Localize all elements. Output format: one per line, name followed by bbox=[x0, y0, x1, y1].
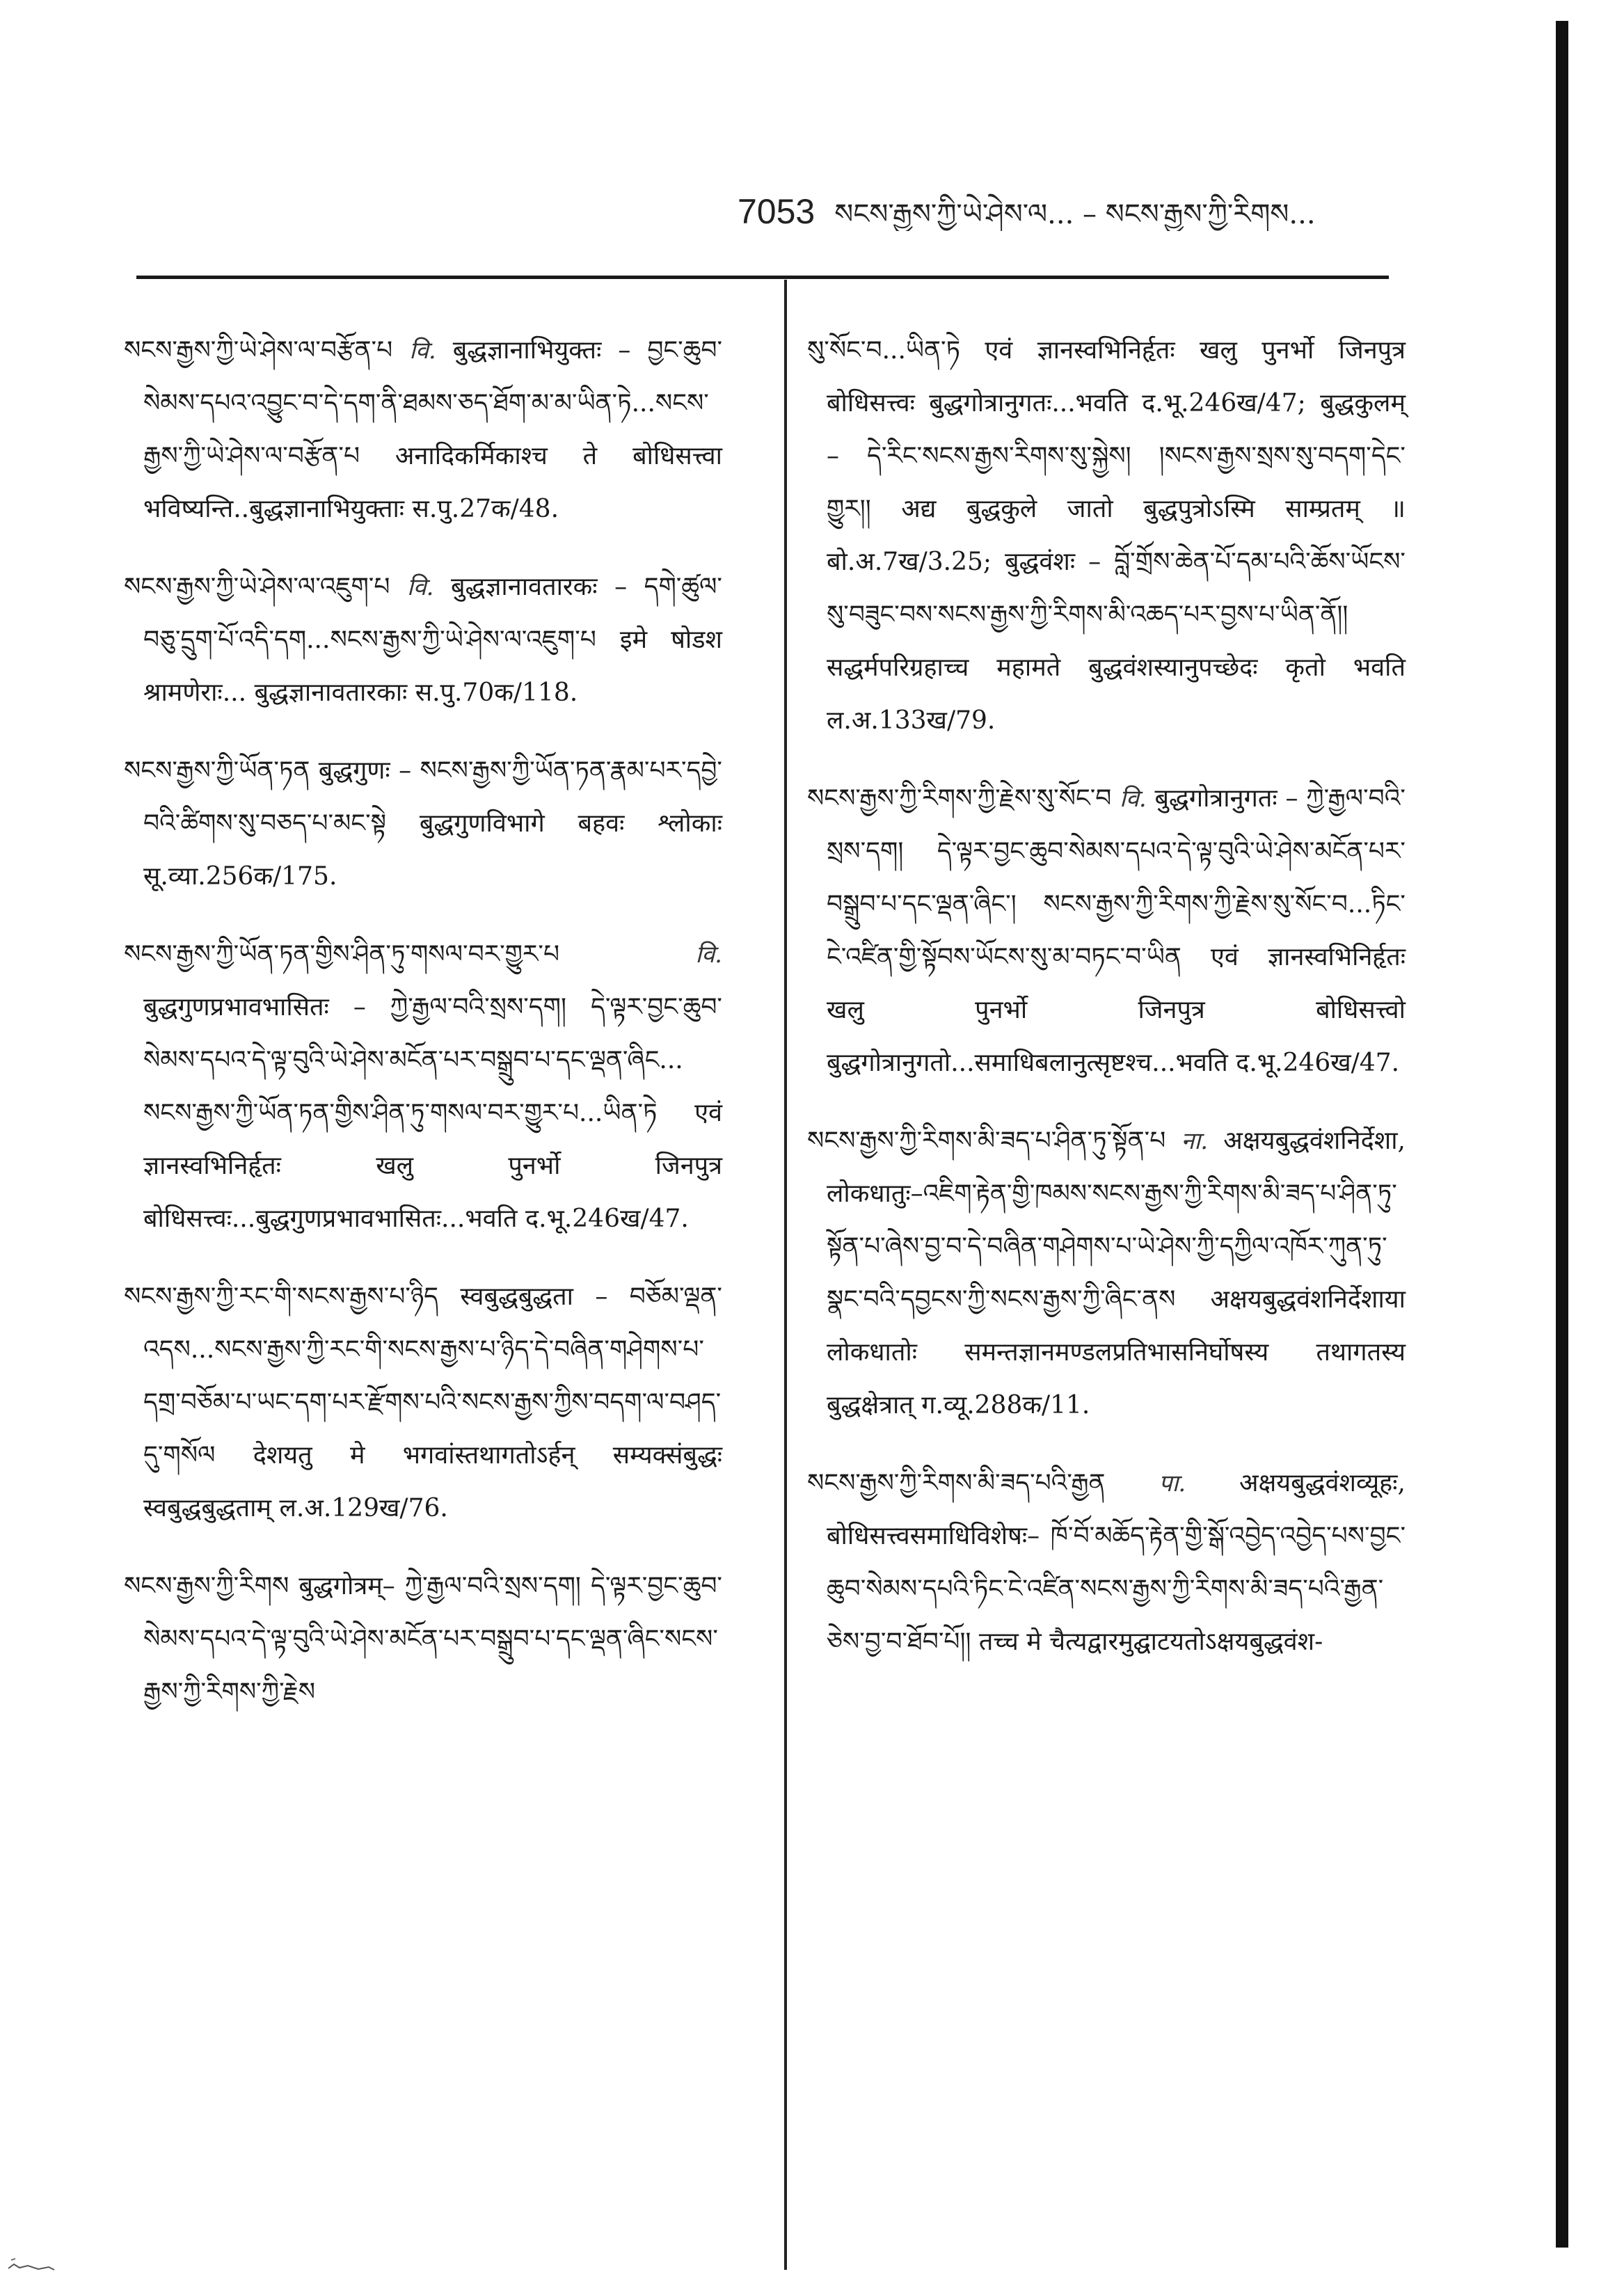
dictionary-entry-continued bbox=[807, 324, 1406, 747]
column-divider bbox=[784, 280, 787, 2270]
dictionary-entry bbox=[124, 928, 722, 1246]
entry-headword: སངས་རྒྱས་ཀྱི་ཡོན་ཏན bbox=[124, 756, 310, 785]
dictionary-entry bbox=[124, 1560, 722, 1719]
dictionary-entry bbox=[124, 324, 722, 536]
entry-headword: སངས་རྒྱས་ཀྱི་ཡེ་ཤེས་ལ་བརྩོན་པ bbox=[124, 336, 393, 365]
grammar-tag: वि. bbox=[1120, 785, 1147, 813]
entry-body: बुद्धगोत्रम्– ཀྱེ་རྒྱལ་བའི་སྲས་དག། དེ་ལྟར་བྱང་ཆུབ་སེམས་དཔའ་དེ་ལྟ་བུའི་ཡེ་ཤེས་མངོན་པར་བསྒྲུབ་པ་དང་ལྡན་ཞིང་སངས་རྒྱས་ཀྱི་རིགས་ཀྱི་རྗེས bbox=[143, 1572, 722, 1706]
entry-body: बुद्धज्ञानावतारकः – དགེ་ཚུལ་བཅུ་དྲུག་པོ་འདི་དག...སངས་རྒྱས་ཀྱི་ཡེ་ཤེས་ལ་འཇུག་པ इमे षोडश श्रामणेराः... बुद्धज्ञानावतारकाः स.पु.70क/118. bbox=[143, 573, 722, 707]
entry-body: बुद्धगुणप्रभावभासितः – ཀྱེ་རྒྱལ་བའི་སྲས་དག། དེ་ལྟར་བྱང་ཆུབ་སེམས་དཔའ་དེ་ལྟ་བུའི་ཡེ་ཤེས་མངོན་པར་བསྒྲུབ་པ་དང་ལྡན་ཞིང... སངས་རྒྱས་ཀྱི་ཡོན་ཏན་གྱིས་ཤིན་ཏུ་གསལ་བར་གྱུར་པ...ཡིན་ཏེ एवं ज्ञानस्वभिनिर्हृतः खलु पुनर्भो जिनपुत्र बोधिसत्त्वः...बुद्धगुणप्रभावभासितः...भवति द.भू.246ख/47. bbox=[143, 993, 722, 1233]
entry-body: अक्षयबुद्धवंशनिर्देशा, लोकधातुः–འཇིག་རྟེན་གྱི་ཁམས་སངས་རྒྱས་ཀྱི་རིགས་མི་ཟད་པ་ཤིན་ཏུ་སྟོན་པ་ཞེས་བྱ་བ་དེ་བཞིན་གཤེགས་པ་ཡེ་ཤེས་ཀྱི་དཀྱིལ་འཁོར་ཀུན་ཏུ་སྣང་བའི་དབྱངས་ཀྱི་སངས་རྒྱས་ཀྱི་ཞིང་ནས अक्षयबुद्धवंशनिर्देशाया लोकधातोः समन्तज्ञानमण्डलप्रतिभासनिर्घोषस्य तथागतस्य बुद्धक्षेत्रात् ग.व्यू.288क/11. bbox=[827, 1127, 1406, 1420]
grammar-tag: वि. bbox=[406, 573, 434, 601]
entry-body: बुद्धगुणः – སངས་རྒྱས་ཀྱི་ཡོན་ཏན་རྣམ་པར་དབྱེ་བའི་ཚིགས་སུ་བཅད་པ་མང་སྟེ बुद्धगुणविभागे बहवः श्लोकाः सू.व्या.256क/175. bbox=[143, 756, 722, 891]
grammar-tag: ना. bbox=[1181, 1127, 1209, 1155]
entry-headword: སངས་རྒྱས་ཀྱི་ཡོན་ཏན་གྱིས་ཤིན་ཏུ་གསལ་བར་གྱུར་པ bbox=[124, 940, 560, 969]
dictionary-entry bbox=[807, 772, 1406, 1090]
entry-body: बुद्धगोत्रानुगतः – ཀྱེ་རྒྱལ་བའི་སྲས་དག། དེ་ལྟར་བྱང་ཆུབ་སེམས་དཔའ་དེ་ལྟ་བུའི་ཡེ་ཤེས་མངོན་པར་བསྒྲུབ་པ་དང་ལྡན་ཞིང་། སངས་རྒྱས་ཀྱི་རིགས་ཀྱི་རྗེས་སུ་སོང་བ...ཏིང་ངེ་འཛིན་གྱི་སྟོབས་ཡོངས་སུ་མ་བཏང་བ་ཡིན एवं ज्ञानस्वभिनिर्हृतः खलु पुनर्भो जिनपुत्र बोधिसत्त्वो बुद्धगोत्रानुगतो...समाधिबलानुत्सृष्टश्च...भवति द.भू.246ख/47. bbox=[827, 784, 1406, 1077]
right-column bbox=[807, 299, 1406, 1691]
entry-body: स्वबुद्धबुद्धता – བཅོམ་ལྡན་འདས...སངས་རྒྱས་ཀྱི་རང་གི་སངས་རྒྱས་པ་ཉིད་དེ་བཞིན་གཤེགས་པ་དགྲ་བཅོམ་པ་ཡང་དག་པར་རྫོགས་པའི་སངས་རྒྱས་ཀྱིས་བདག་ལ་བཤད་དུ་གསོལ देशयतु मे भगवांस्तथागतोऽर्हन् सम्यक्संबुद्धः स्वबुद्धबुद्धताम् ल.अ.129ख/76. bbox=[143, 1282, 722, 1522]
page-header bbox=[738, 182, 1406, 231]
entry-headword: སངས་རྒྱས་ཀྱི་རིགས་ཀྱི་རྗེས་སུ་སོང་བ bbox=[807, 784, 1112, 813]
entry-headword: སངས་རྒྱས་ཀྱི་རིགས་མི་ཟད་པའི་རྒྱན bbox=[807, 1469, 1106, 1497]
dictionary-entry bbox=[124, 561, 722, 719]
entry-body: སུ་སོང་བ...ཡིན་ཏེ एवं ज्ञानस्वभिनिर्हृतः खलु पुनर्भो जिनपुत्र बोधिसत्त्वः बुद्धगोत्रानुगतः...भवति द.भू.246ख/47; बुद्धकुलम् – དེ་རིང་སངས་རྒྱས་རིགས་སུ་སྐྱེས། །སངས་རྒྱས་སྲས་སུ་བདག་དེང་གྱུར།། अद्य बुद्धकुले जातो बुद्धपुत्रोऽस्मि साम्प्रतम् ॥ बो.अ.7ख/3.25; बुद्धवंशः – བློ་གྲོས་ཆེན་པོ་དམ་པའི་ཆོས་ཡོངས་སུ་བཟུང་བས་སངས་རྒྱས་ཀྱི་རིགས་མི་འཆད་པར་བྱས་པ་ཡིན་ནོ།། सद्धर्मपरिग्रहाच्च महामते बुद्धवंशस्यानुपच्छेदः कृतो भवति ल.अ.133ख/79. bbox=[807, 336, 1406, 735]
entry-body: अक्षयबुद्धवंशव्यूहः, बोधिसत्त्वसमाधिविशेषः– ཁོ་བོ་མཆོད་རྟེན་གྱི་སྒོ་འབྱེད་འབྱེད་པས་བྱང་ཆུབ་སེམས་དཔའི་ཏིང་ངེ་འཛིན་སངས་རྒྱས་ཀྱི་རིགས་མི་ཟད་པའི་རྒྱན་ཅེས་བྱ་བ་ཐོབ་པོ།། तच्च मे चैत्यद्वारमुद्घाटयतोऽक्षयबुद्धवंश- bbox=[827, 1469, 1406, 1656]
dictionary-entry bbox=[124, 745, 722, 903]
running-head: སངས་རྒྱས་ཀྱི་ཡེ་ཤེས་ལ... – སངས་རྒྱས་ཀྱི་རིགས... bbox=[834, 198, 1316, 230]
left-column bbox=[124, 299, 722, 1741]
entry-headword: སངས་རྒྱས་ཀྱི་རིགས་མི་ཟད་པ་ཤིན་ཏུ་སྟོན་པ bbox=[807, 1127, 1166, 1155]
grammar-tag: पा. bbox=[1159, 1470, 1186, 1497]
page-number: 7053 bbox=[738, 192, 815, 231]
header-rule bbox=[136, 276, 1389, 279]
entry-headword: སངས་རྒྱས་ཀྱི་རང་གི་སངས་རྒྱས་པ་ཉིད bbox=[124, 1282, 438, 1311]
entry-body: बुद्धज्ञानाभियुक्तः – བྱང་ཆུབ་སེམས་དཔའ་འབྱུང་བ་དེ་དག་ནི་ཐམས་ཅད་ཐོག་མ་མ་ཡིན་ཏེ...སངས་རྒྱས་ཀྱི་ཡེ་ཤེས་ལ་བརྩོན་པ अनादिकर्मिकाश्च ते बोधिसत्त्वा भविष्यन्ति..बुद्धज्ञानाभियुक्ताः स.पु.27क/48. bbox=[143, 336, 722, 523]
scan-edge-bar bbox=[1556, 21, 1568, 2248]
entry-headword: སངས་རྒྱས་ཀྱི་ཡེ་ཤེས་ལ་འཇུག་པ bbox=[124, 573, 390, 601]
grammar-tag: वि. bbox=[409, 337, 436, 365]
dictionary-entry bbox=[124, 1271, 722, 1535]
scan-artifact bbox=[7, 2255, 56, 2273]
dictionary-entry bbox=[807, 1457, 1406, 1669]
entry-headword: སངས་རྒྱས་ཀྱི་རིགས bbox=[124, 1572, 289, 1600]
grammar-tag: वि. bbox=[695, 941, 722, 969]
dictionary-entry bbox=[807, 1115, 1406, 1432]
